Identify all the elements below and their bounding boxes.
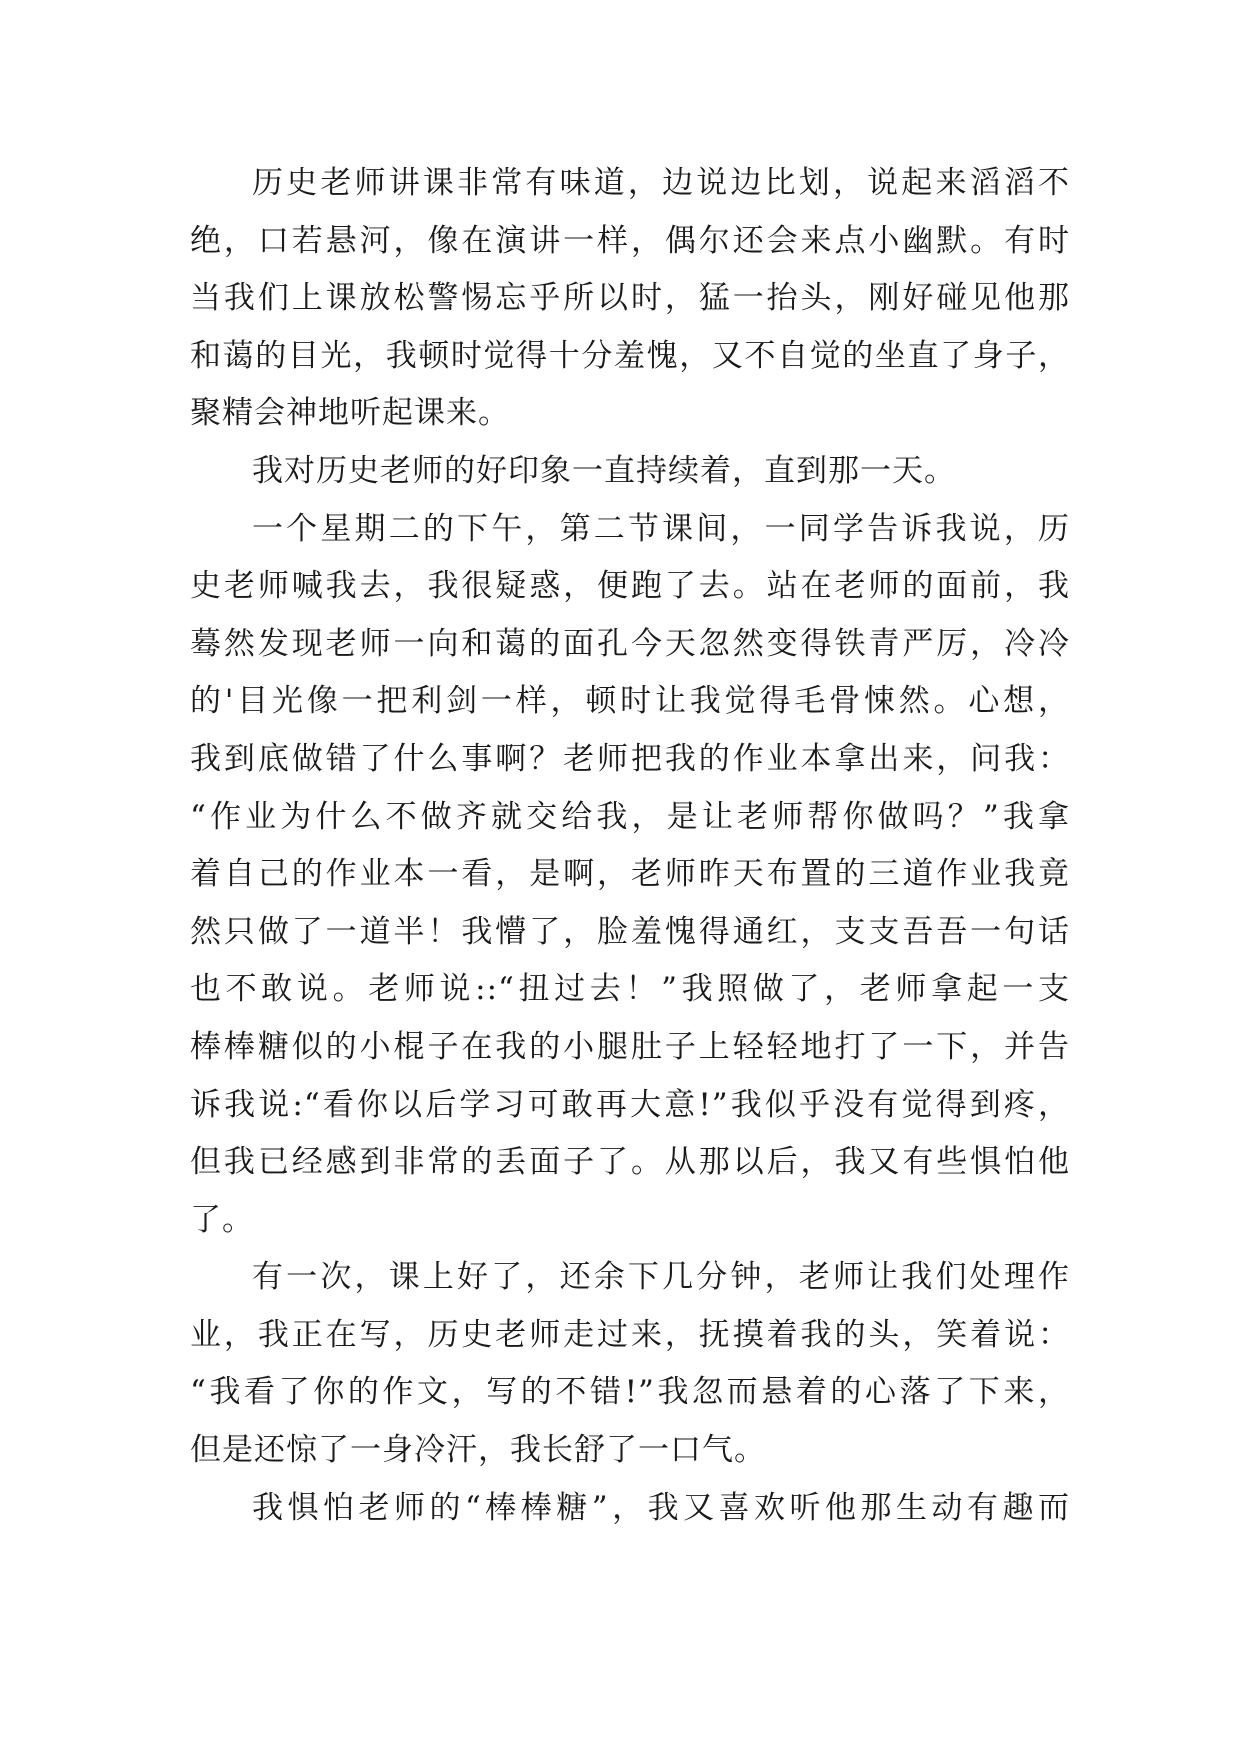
paragraph-line: 有一次，课上好了，还余下几分钟，老师让我们处理作 bbox=[252, 1259, 1070, 1296]
paragraph-line: 绝，口若悬河，像在演讲一样，偶尔还会来点小幽默。有时 bbox=[190, 222, 1070, 259]
paragraph-line: 诉我说:“看你以后学习可敢再大意!”我似乎没有觉得到疼， bbox=[190, 1086, 1070, 1123]
paragraph-line: 一个星期二的下午，第二节课间，一同学告诉我说，历 bbox=[252, 510, 1070, 547]
paragraph-line: 史老师喊我去，我很疑惑，便跑了去。站在老师的面前，我 bbox=[190, 568, 1070, 605]
paragraph-line: 了。 bbox=[190, 1201, 254, 1238]
paragraph-line: 也不敢说。老师说::“扭过去！”我照做了，老师拿起一支 bbox=[190, 971, 1070, 1008]
paragraph-line: 聚精会神地听起课来。 bbox=[190, 395, 510, 432]
paragraph-line: 历史老师讲课非常有味道，边说边比划，说起来滔滔不 bbox=[252, 165, 1070, 201]
paragraph-line: 我惧怕老师的“棒棒糖”，我又喜欢听他那生动有趣而 bbox=[252, 1489, 1070, 1526]
paragraph-line: 当我们上课放松警惕忘乎所以时，猛一抬头，刚好碰见他那 bbox=[190, 280, 1070, 317]
paragraph-line: 蓦然发现老师一向和蔼的面孔今天忽然变得铁青严厉，冷冷 bbox=[190, 625, 1070, 662]
paragraph-line: 我到底做错了什么事啊？老师把我的作业本拿出来，问我： bbox=[190, 740, 1070, 777]
paragraph-line: 但我已经感到非常的丢面子了。从那以后，我又有些惧怕他 bbox=[190, 1144, 1070, 1181]
paragraph-line: 但是还惊了一身冷汗，我长舒了一口气。 bbox=[190, 1432, 766, 1469]
paragraph-line: 着自己的作业本一看，是啊，老师昨天布置的三道作业我竟 bbox=[190, 856, 1070, 893]
paragraph-line: 然只做了一道半！我懵了，脸羞愧得通红，支支吾吾一句话 bbox=[190, 913, 1070, 950]
paragraph-line: 和蔼的目光，我顿时觉得十分羞愧，又不自觉的坐直了身子， bbox=[190, 337, 1070, 374]
paragraph-line: “作业为什么不做齐就交给我，是让老师帮你做吗？”我拿 bbox=[190, 798, 1070, 835]
document-body bbox=[190, 155, 1070, 1537]
paragraph-line: 我对历史老师的好印象一直持续着，直到那一天。 bbox=[252, 452, 956, 489]
paragraph-line: 的'目光像一把利剑一样，顿时让我觉得毛骨悚然。心想， bbox=[190, 683, 1070, 720]
paragraph-line: “我看了你的作文，写的不错!”我忽而悬着的心落了下来， bbox=[190, 1374, 1070, 1411]
paragraph-line: 棒棒糖似的小棍子在我的小腿肚子上轻轻地打了一下，并告 bbox=[190, 1028, 1070, 1065]
paragraph-line: 业，我正在写，历史老师走过来，抚摸着我的头，笑着说： bbox=[190, 1316, 1070, 1353]
